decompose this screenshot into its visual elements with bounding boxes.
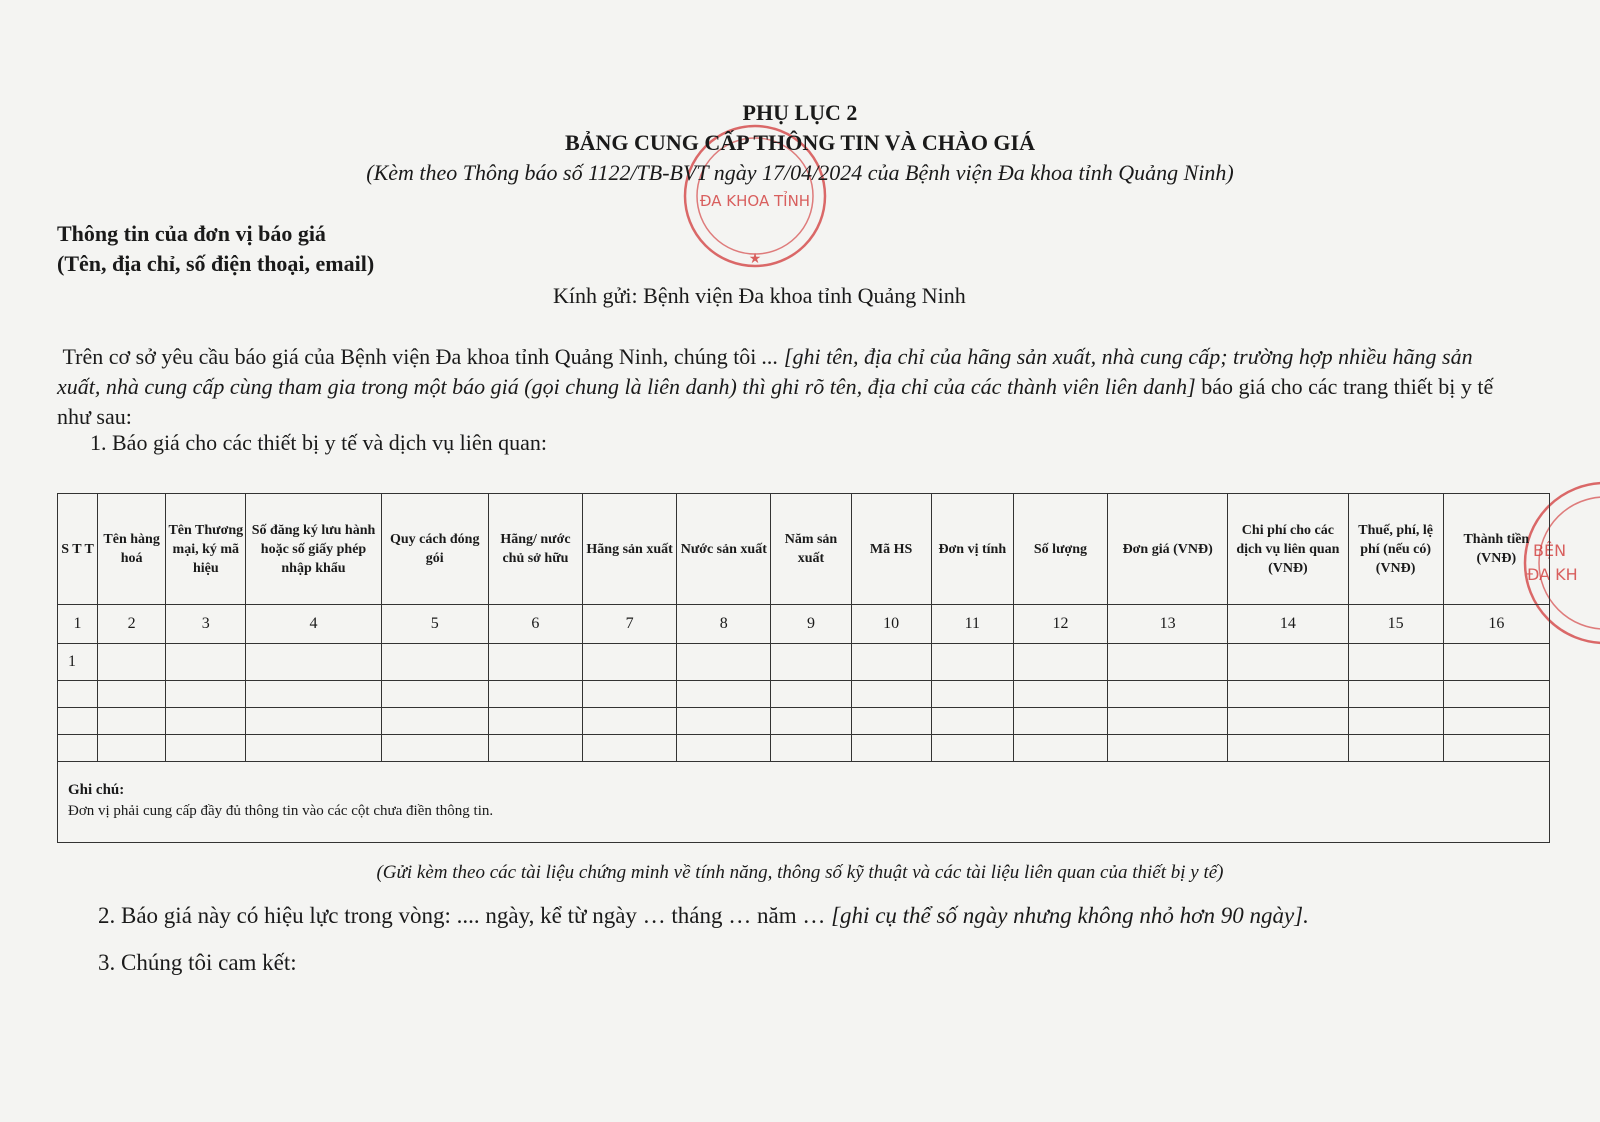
table-cell[interactable] — [98, 708, 166, 735]
table-cell[interactable] — [98, 681, 166, 708]
table-cell[interactable] — [1348, 644, 1443, 681]
table-cell[interactable] — [771, 644, 851, 681]
table-cell[interactable] — [1348, 708, 1443, 735]
table-cell[interactable] — [1348, 735, 1443, 762]
table-cell[interactable] — [1013, 644, 1107, 681]
col-header: Hãng/ nước chủ sở hữu — [488, 494, 582, 605]
table-cell[interactable] — [58, 681, 98, 708]
note-text: Đơn vị phải cung cấp đầy đủ thông tin vào các cột chưa điền thông tin. — [68, 803, 494, 819]
table-cell[interactable] — [58, 708, 98, 735]
table-cell[interactable] — [488, 644, 582, 681]
col-number: 3 — [166, 605, 246, 644]
col-number: 11 — [931, 605, 1013, 644]
col-header: Tên Thương mại, ký mã hiệu — [166, 494, 246, 605]
table-cell[interactable] — [1013, 735, 1107, 762]
attachment-note: (Gửi kèm theo các tài liệu chứng minh về tính năng, thông số kỹ thuật và các tài liệu liên quan của thiết bị y tế) — [376, 862, 1224, 883]
col-header: Thành tiền (VNĐ) — [1443, 494, 1549, 605]
col-number: 13 — [1108, 605, 1228, 644]
svg-text:ĐA KH: ĐA KH — [1527, 565, 1578, 584]
table-cell[interactable] — [583, 708, 677, 735]
table-cell[interactable] — [246, 708, 381, 735]
col-number: 4 — [246, 605, 381, 644]
col-header: S T T — [58, 494, 98, 605]
table-cell[interactable] — [1108, 735, 1228, 762]
intro-tail: báo giá cho các trang thiết bị y tế như sau: — [57, 374, 1494, 429]
col-number: 16 — [1443, 605, 1549, 644]
table-cell[interactable] — [677, 644, 771, 681]
table-cell[interactable] — [98, 644, 166, 681]
table-cell[interactable] — [381, 708, 488, 735]
table-cell[interactable] — [677, 735, 771, 762]
form-subtitle: (Kèm theo Thông báo số 1122/TB-BVT ngày 17/04/2024 của Bệnh viện Đa khoa tỉnh Quảng Ninh) — [366, 160, 1234, 185]
col-header: Mã HS — [851, 494, 931, 605]
table-cell[interactable] — [1443, 681, 1549, 708]
section-2-validity — [98, 903, 1309, 929]
table-cell[interactable] — [931, 735, 1013, 762]
table-cell[interactable] — [1013, 681, 1107, 708]
svg-text:BỆN: BỆN — [1533, 541, 1567, 560]
column-number-row — [58, 605, 1550, 644]
appendix-title: PHỤ LỤC 2 — [742, 100, 858, 125]
table-row — [58, 644, 1550, 681]
table-cell[interactable] — [1108, 681, 1228, 708]
table-cell[interactable] — [851, 735, 931, 762]
table-cell[interactable] — [583, 735, 677, 762]
table-cell[interactable] — [166, 708, 246, 735]
col-number: 5 — [381, 605, 488, 644]
table-cell[interactable] — [1013, 708, 1107, 735]
col-header: Số đăng ký lưu hành hoặc số giấy phép nhập khẩu — [246, 494, 381, 605]
col-number: 9 — [771, 605, 851, 644]
table-header-row — [58, 494, 1550, 605]
table-cell[interactable] — [1348, 681, 1443, 708]
table-cell[interactable] — [246, 735, 381, 762]
col-header: Chi phí cho các dịch vụ liên quan (VNĐ) — [1228, 494, 1348, 605]
svg-text:★: ★ — [748, 251, 762, 267]
table-cell[interactable] — [1108, 708, 1228, 735]
table-cell[interactable] — [931, 681, 1013, 708]
table-cell[interactable] — [246, 644, 381, 681]
col-number: 14 — [1228, 605, 1348, 644]
intro-text: Trên cơ sở yêu cầu báo giá của Bệnh viện Đa khoa tỉnh Quảng Ninh, chúng tôi — [62, 344, 757, 369]
table-cell[interactable] — [771, 735, 851, 762]
table-cell[interactable] — [771, 681, 851, 708]
table-cell[interactable] — [851, 644, 931, 681]
table-cell[interactable] — [1108, 644, 1228, 681]
stamp-text: ĐA KHOA TỈNH — [699, 192, 811, 210]
table-row — [58, 681, 1550, 708]
table-row — [58, 735, 1550, 762]
col-number: 8 — [677, 605, 771, 644]
section-3-commitment: 3. Chúng tôi cam kết: — [98, 950, 297, 975]
note-row — [58, 762, 1550, 843]
table-cell[interactable] — [58, 735, 98, 762]
col-header: Nước sản xuất — [677, 494, 771, 605]
col-header: Hãng sản xuất — [583, 494, 677, 605]
col-header: Tên hàng hoá — [98, 494, 166, 605]
table-cell[interactable] — [98, 735, 166, 762]
col-header: Số lượng — [1013, 494, 1107, 605]
table-cell[interactable] — [246, 681, 381, 708]
col-header: Quy cách đóng gói — [381, 494, 488, 605]
addressee: Kính gửi: Bệnh viện Đa khoa tỉnh Quảng Ninh — [553, 283, 966, 308]
table-cell[interactable] — [1443, 735, 1549, 762]
table-cell[interactable] — [488, 735, 582, 762]
quotation-table — [57, 493, 1550, 843]
col-number: 2 — [98, 605, 166, 644]
note-title: Ghi chú: — [68, 782, 125, 798]
table-row — [58, 708, 1550, 735]
table-cell[interactable] — [381, 735, 488, 762]
section-1-heading: 1. Báo giá cho các thiết bị y tế và dịch vụ liên quan: — [90, 430, 547, 455]
supplier-info-heading: Thông tin của đơn vị báo giá — [57, 221, 326, 246]
row-index: 1 — [58, 644, 98, 681]
table-cell[interactable] — [1228, 681, 1348, 708]
table-cell[interactable] — [1443, 644, 1549, 681]
validity-instruction: [ghi cụ thể số ngày nhưng không nhỏ hơn 90 ngày]. — [825, 903, 1309, 928]
col-header: Năm sản xuất — [771, 494, 851, 605]
table-cell[interactable] — [166, 681, 246, 708]
table-cell[interactable] — [677, 681, 771, 708]
form-title: BẢNG CUNG CẤP THÔNG TIN VÀ CHÀO GIÁ — [564, 130, 1035, 155]
table-cell[interactable] — [583, 681, 677, 708]
table-cell[interactable] — [583, 644, 677, 681]
table-cell[interactable] — [488, 681, 582, 708]
col-number: 15 — [1348, 605, 1443, 644]
table-cell[interactable] — [1443, 708, 1549, 735]
col-number: 12 — [1013, 605, 1107, 644]
table-cell[interactable] — [851, 708, 931, 735]
table-cell[interactable] — [1228, 735, 1348, 762]
col-header: Đơn giá (VNĐ) — [1108, 494, 1228, 605]
table-cell[interactable] — [381, 681, 488, 708]
intro-instruction: ... [ghi tên, địa chỉ của hãng sản xuất, nhà cung cấp; trường hợp nhiều hãng sản xuất, nhà cung cấp cùng tham gia trong một báo giá (gọi chung là liên danh) thì ghi rõ tên, địa chỉ của các thành viên liên danh] — [57, 344, 1473, 399]
table-cell[interactable] — [1228, 644, 1348, 681]
table-cell[interactable] — [771, 708, 851, 735]
col-header: Đơn vị tính — [931, 494, 1013, 605]
validity-text: 2. Báo giá này có hiệu lực trong vòng: .... ngày, kể từ ngày … tháng … năm … — [98, 903, 826, 928]
col-number: 6 — [488, 605, 582, 644]
table-cell[interactable] — [931, 644, 1013, 681]
table-cell[interactable] — [851, 681, 931, 708]
table-cell[interactable] — [166, 644, 246, 681]
table-cell[interactable] — [677, 708, 771, 735]
col-header: Thuế, phí, lệ phí (nếu có) (VNĐ) — [1348, 494, 1443, 605]
table-cell[interactable] — [931, 708, 1013, 735]
table-cell[interactable] — [488, 708, 582, 735]
note-cell — [58, 762, 1550, 843]
intro-paragraph — [57, 342, 1497, 432]
table-cell[interactable] — [381, 644, 488, 681]
col-number: 7 — [583, 605, 677, 644]
col-number: 1 — [58, 605, 98, 644]
table-cell[interactable] — [1228, 708, 1348, 735]
col-number: 10 — [851, 605, 931, 644]
table-cell[interactable] — [166, 735, 246, 762]
supplier-info-fields: (Tên, địa chỉ, số điện thoại, email) — [57, 251, 375, 276]
